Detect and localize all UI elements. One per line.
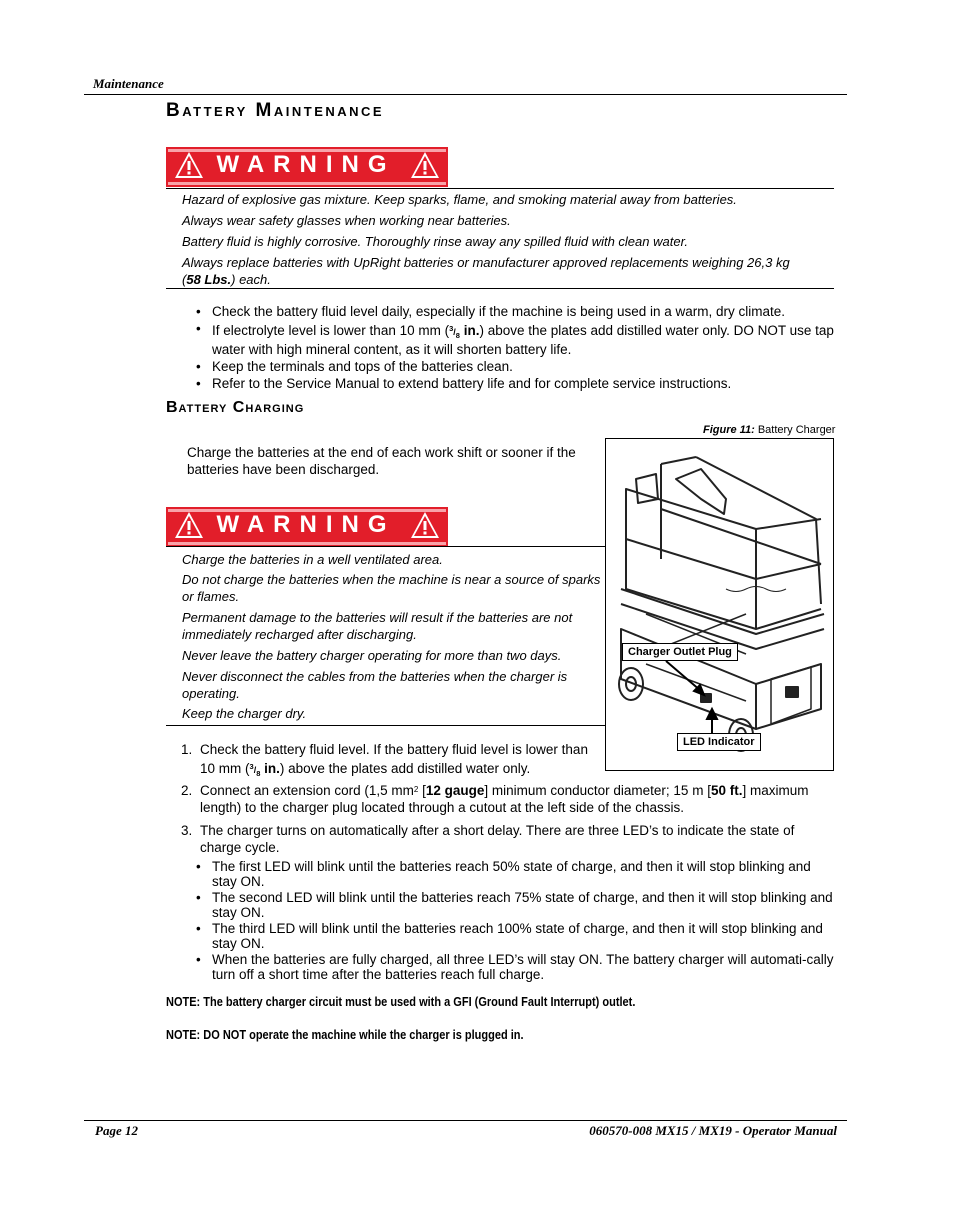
warning-label: WARNING bbox=[216, 511, 396, 538]
section-title-battery-charging: Battery Charging bbox=[166, 399, 305, 416]
callout-charger-outlet-plug: Charger Outlet Plug bbox=[622, 643, 738, 661]
warning-banner bbox=[166, 147, 448, 187]
maintenance-bullet-list bbox=[196, 305, 836, 394]
charging-intro: Charge the batteries at the end of each work shift or sooner if the batteries have been discharged. bbox=[187, 445, 576, 477]
warning-rule-top bbox=[166, 188, 834, 189]
warning-rule-bottom bbox=[166, 288, 834, 289]
warning-text: Permanent damage to the batteries will result if the batteries are not immediately recharged after discharging. bbox=[182, 610, 573, 642]
warning-banner bbox=[166, 507, 448, 547]
warning-label: WARNING bbox=[216, 151, 396, 178]
step-3: 3. The charger turns on automatically after a short delay. There are three LED’s to indicate the state of charge cycle. bbox=[181, 823, 795, 855]
scissor-lift-illustration bbox=[606, 439, 833, 770]
warning-text: Do not charge the batteries when the machine is near a source of sparks or flames. bbox=[182, 572, 601, 604]
list-item: • The third LED will blink until the batteries reach 100% state of charge, and then it will stop blinking and stay ON. bbox=[196, 922, 836, 951]
figure-battery-charger bbox=[605, 438, 834, 771]
warning-text: Battery fluid is highly corrosive. Thoroughly rinse away any spilled fluid with clean water. bbox=[182, 234, 689, 249]
list-item: • The first LED will blink until the batteries reach 50% state of charge, and then it will stop blinking and stay ON. bbox=[196, 860, 836, 889]
warning-text: Keep the charger dry. bbox=[182, 706, 307, 721]
figure-caption: Figure 11: Battery Charger bbox=[703, 424, 836, 436]
warning-triangle-icon bbox=[174, 511, 204, 539]
list-item: • Refer to the Service Manual to extend battery life and for complete service instructions. bbox=[196, 377, 836, 392]
step-1: 1. Check the battery fluid level. If the battery fluid level is lower than 10 mm ($^3/_8$ in.) above the plates add distilled water only. bbox=[181, 742, 588, 778]
led-bullet-list bbox=[196, 860, 836, 985]
warning-triangle-icon bbox=[410, 151, 440, 179]
callout-led-indicator: LED Indicator bbox=[677, 733, 761, 751]
warning-text: Always replace batteries with UpRight batteries or manufacturer approved replacements weighing 26,3 kg (58 Lbs.) each. bbox=[182, 255, 790, 287]
footer-rule bbox=[84, 1120, 847, 1121]
note-do-not-operate: NOTE: DO NOT operate the machine while the charger is plugged in. bbox=[166, 1028, 524, 1042]
warning-text: Always wear safety glasses when working near batteries. bbox=[182, 213, 511, 228]
list-item: • The second LED will blink until the batteries reach 75% state of charge, and then it will stop blinking and stay ON. bbox=[196, 891, 836, 920]
warning-triangle-icon bbox=[410, 511, 440, 539]
section-title-battery-maintenance: Battery Maintenance bbox=[166, 100, 385, 121]
warning-text: Never disconnect the cables from the batteries when the charger is operating. bbox=[182, 669, 568, 701]
page-number: Page 12 bbox=[95, 1123, 138, 1138]
warning-triangle-icon bbox=[174, 151, 204, 179]
warning-text: Never leave the battery charger operating for more than two days. bbox=[182, 648, 562, 663]
running-header: Maintenance bbox=[93, 76, 164, 91]
warning-text: Hazard of explosive gas mixture. Keep sparks, flame, and smoking material away from batteries. bbox=[182, 192, 737, 207]
list-item: • Check the battery fluid level daily, especially if the machine is being used in a warm, dry climate. bbox=[196, 305, 836, 320]
warning-rule-top bbox=[166, 546, 606, 547]
warning-text: Charge the batteries in a well ventilated area. bbox=[182, 552, 443, 567]
list-item: • If electrolyte level is lower than 10 mm ($^3/_8$ in.) above the plates add distilled water only. DO NOT use tap water with high mineral content, as it will shorten battery life. bbox=[196, 322, 836, 358]
note-gfi: NOTE: The battery charger circuit must be used with a GFI (Ground Fault Interrupt) outlet. bbox=[166, 995, 636, 1009]
header-rule bbox=[84, 94, 847, 95]
step-2: 2. Connect an extension cord (1,5 $mm^2$ [12 gauge] minimum conductor diameter; 15 m [50 ft.] maximum length) to the charger plug located through a cutout at the left side of the chassis. bbox=[181, 783, 809, 815]
list-item: • When the batteries are fully charged, all three LED’s will stay ON. The battery charger will automati-cally turn off a short time after the batteries reach full charge. bbox=[196, 953, 836, 982]
manual-title: 060570-008 MX15 / MX19 - Operator Manual bbox=[589, 1123, 837, 1138]
list-item: • Keep the terminals and tops of the batteries clean. bbox=[196, 360, 836, 375]
warning-rule-bottom bbox=[166, 725, 606, 726]
